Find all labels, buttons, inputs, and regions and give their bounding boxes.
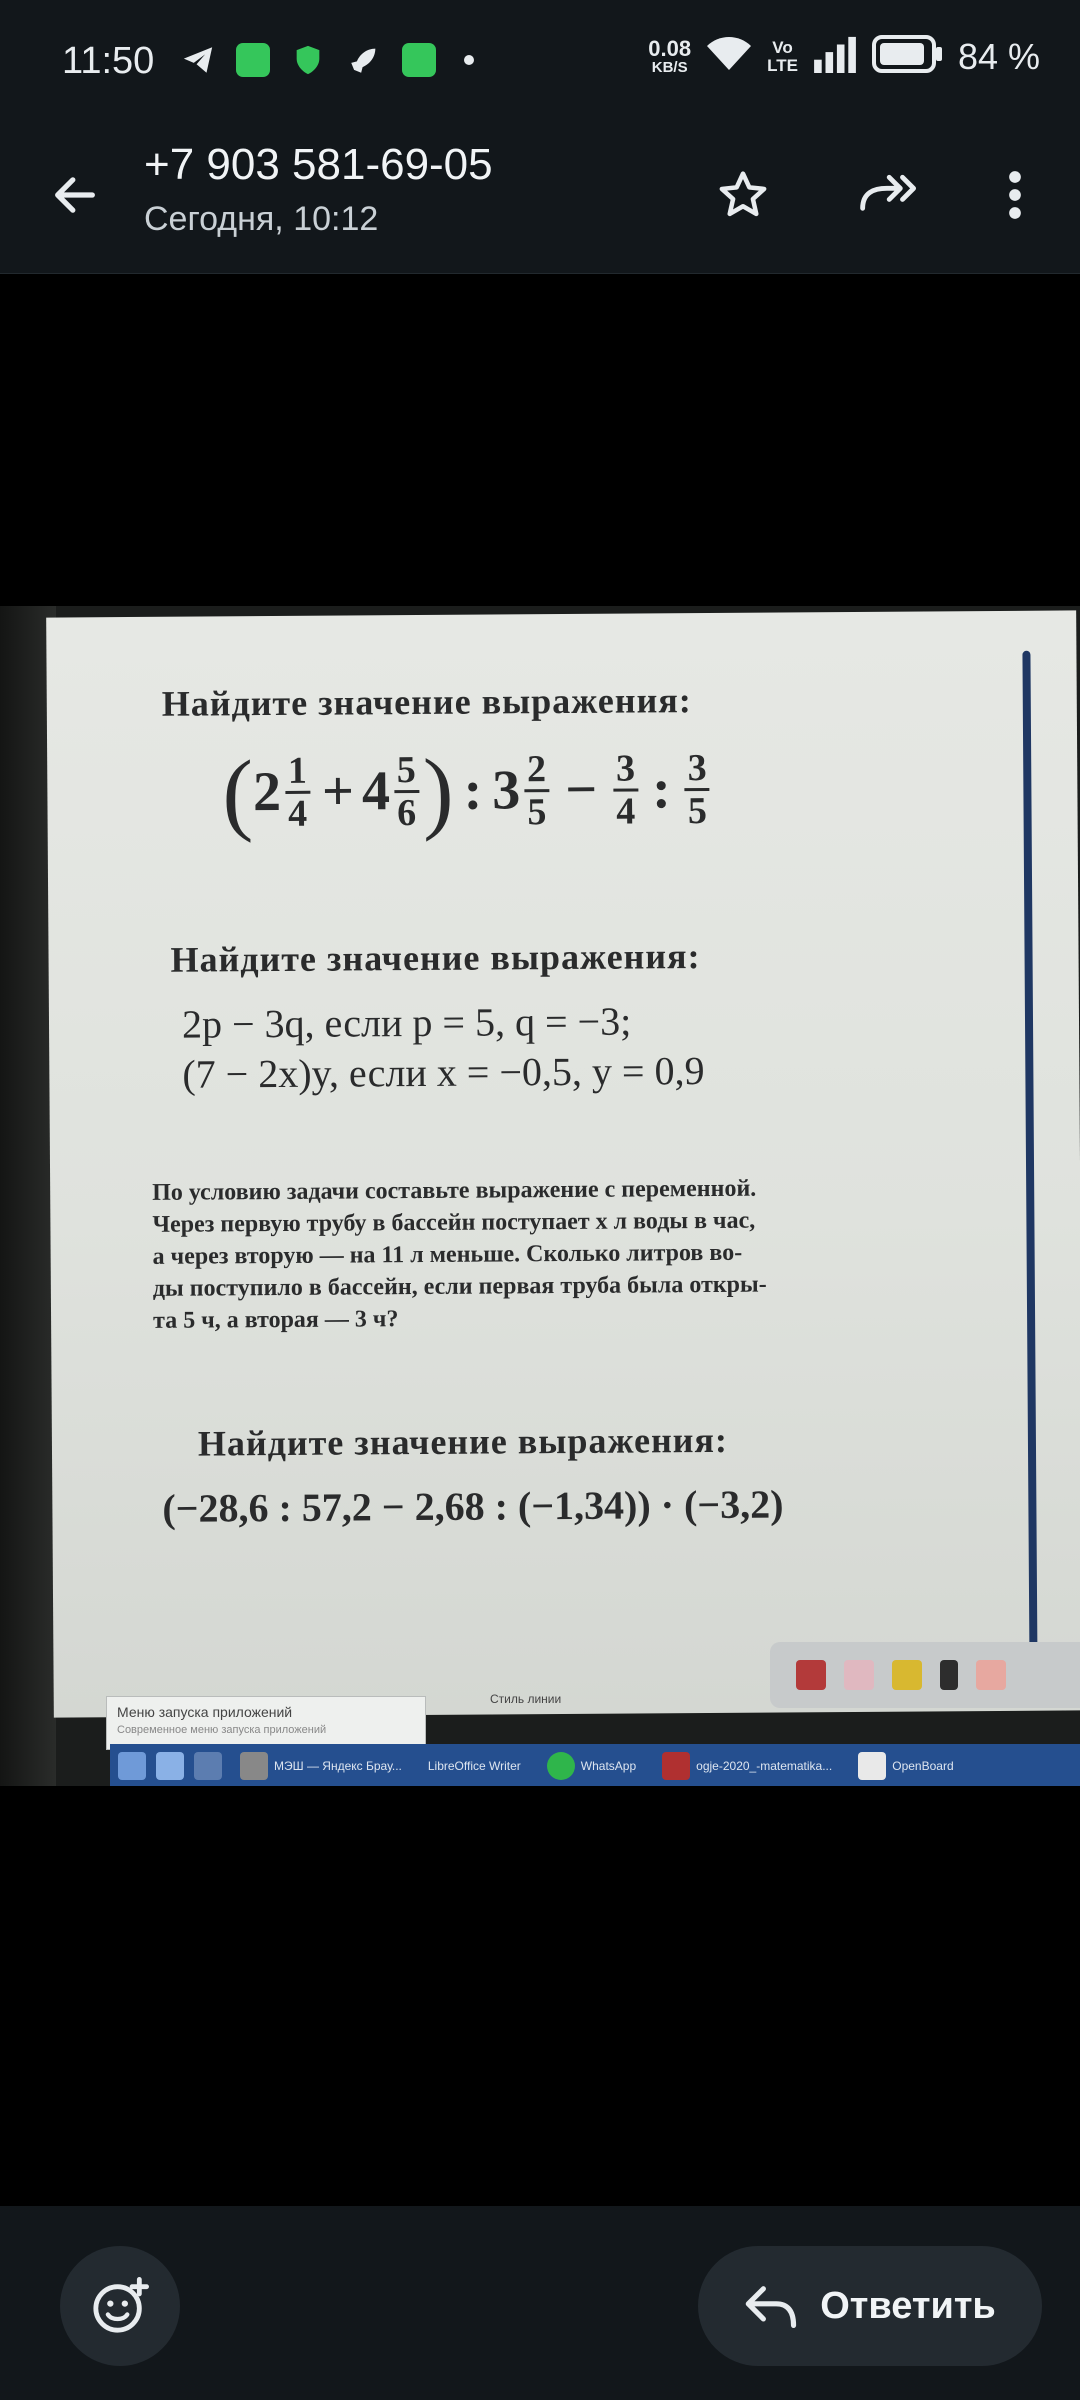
task3-line: Через первую трубу в бассейн поступает x л воды в час, <box>152 1207 756 1238</box>
emoji-add-icon <box>91 2277 149 2335</box>
star-button[interactable] <box>708 160 778 230</box>
screen-sidebar-line <box>1022 651 1037 1661</box>
more-vert-icon <box>1005 168 1025 222</box>
task1-expression <box>222 739 714 844</box>
marker-tool-icon <box>892 1660 922 1690</box>
files-icon <box>156 1752 184 1780</box>
photographed-taskbar <box>110 1744 1080 1786</box>
mixed2-whole: 4 <box>361 760 391 823</box>
app-notification-icon <box>236 43 270 77</box>
open-paren: ( <box>222 741 254 844</box>
launcher-tooltip-title: Меню запуска приложений <box>117 1704 293 1720</box>
hand-tool-icon <box>976 1660 1006 1690</box>
telegram-icon <box>180 42 216 78</box>
browser-icon <box>194 1752 222 1780</box>
divide-sign: : <box>463 759 483 822</box>
minus-sign: − <box>565 758 598 821</box>
net-speed <box>648 35 692 76</box>
task2-line1: 2p − 3q, если p = 5, q = −3; <box>181 998 632 1047</box>
battery-percent: 84 % <box>957 35 1040 77</box>
openboard-toolbar <box>770 1642 1080 1708</box>
pointer-tool-icon <box>940 1660 958 1690</box>
back-button[interactable] <box>40 160 110 230</box>
star-icon <box>716 168 770 222</box>
mixed1-fraction: $\frac{1}{4}$ <box>285 750 311 833</box>
more-options-button[interactable] <box>980 160 1050 230</box>
bottom-action-bar <box>0 2206 1080 2400</box>
status-bar <box>0 0 1080 120</box>
launcher-tooltip <box>106 1696 426 1750</box>
launcher-tooltip-sub: Современное меню запуска приложений <box>117 1724 327 1736</box>
reply-label: Ответить <box>820 2284 996 2327</box>
status-time: 11:50 <box>62 40 155 82</box>
net-speed-value: 0.08 <box>648 35 692 61</box>
mixed3-fraction: $\frac{2}{5}$ <box>524 749 550 832</box>
eraser-tool-icon <box>844 1660 874 1690</box>
task3-line: та 5 ч, а вторая — 3 ч? <box>152 1306 399 1334</box>
fraction5: $\frac{3}{5}$ <box>685 747 711 830</box>
taskbar-item: LibreOffice Writer <box>427 1759 521 1773</box>
start-menu-icon <box>118 1752 146 1780</box>
taskbar-item: OpenBoard <box>850 1749 961 1783</box>
forward-icon <box>856 168 918 222</box>
task1-heading: Найдите значение выражения: <box>161 680 692 724</box>
contact-name: +7 903 581-69-05 <box>144 140 493 189</box>
forward-button[interactable] <box>852 160 922 230</box>
signal-icon <box>812 35 858 78</box>
image-viewer[interactable] <box>0 274 1080 2206</box>
photo[interactable] <box>0 606 1080 1786</box>
more-notifications-dot <box>464 55 474 65</box>
notification-icons <box>180 42 474 78</box>
task2-heading: Найдите значение выражения: <box>170 936 701 980</box>
message-timestamp: Сегодня, 10:12 <box>144 200 379 238</box>
reply-button[interactable] <box>698 2246 1042 2366</box>
system-icons <box>648 34 1040 79</box>
volte-indicator: Vo LTE <box>767 37 798 75</box>
plus-sign: + <box>321 760 355 823</box>
line-style-label: Стиль линии <box>490 1692 562 1706</box>
reply-icon <box>744 2281 800 2331</box>
divide-sign-2: : <box>651 758 672 821</box>
task3-line: ды поступило в бассейн, если первая труба была откры- <box>152 1271 767 1302</box>
task3-line: По условию задачи составьте выражение с переменной. <box>152 1175 757 1206</box>
rocket-icon <box>346 42 382 78</box>
battery-icon <box>872 35 944 78</box>
task4-expression: (−28,6 : 57,2 − 2,68 : (−1,34)) · (−3,2) <box>162 1481 784 1531</box>
taskbar-item: МЭШ — Яндекс Брау... <box>232 1749 410 1783</box>
add-reaction-button[interactable] <box>60 2246 180 2366</box>
shield-icon <box>290 42 326 78</box>
taskbar-item: ogje-2020_-matematika... <box>654 1749 840 1783</box>
net-speed-unit: KB/S <box>651 58 688 76</box>
task3-line: а через вторую — на 11 л меньше. Сколько литров во- <box>152 1239 743 1270</box>
fraction4: $\frac{3}{4}$ <box>613 748 639 831</box>
mixed3-whole: 3 <box>492 759 521 822</box>
task3-paragraph <box>152 1171 973 1337</box>
pen-tool-icon <box>796 1660 826 1690</box>
messages-icon <box>402 43 436 77</box>
mixed2-fraction: $\frac{5}{6}$ <box>394 750 420 833</box>
photographed-screen <box>46 610 1080 1717</box>
message-header <box>0 120 1080 274</box>
mixed1-whole: 2 <box>252 760 282 824</box>
task2-line2: (7 − 2x)y, если x = −0,5, y = 0,9 <box>182 1048 705 1097</box>
task4-heading: Найдите значение выражения: <box>197 1419 729 1464</box>
taskbar-item: WhatsApp <box>539 1749 644 1783</box>
close-paren: ) <box>422 739 454 842</box>
back-arrow-icon <box>49 169 101 221</box>
wifi-icon <box>705 34 753 79</box>
